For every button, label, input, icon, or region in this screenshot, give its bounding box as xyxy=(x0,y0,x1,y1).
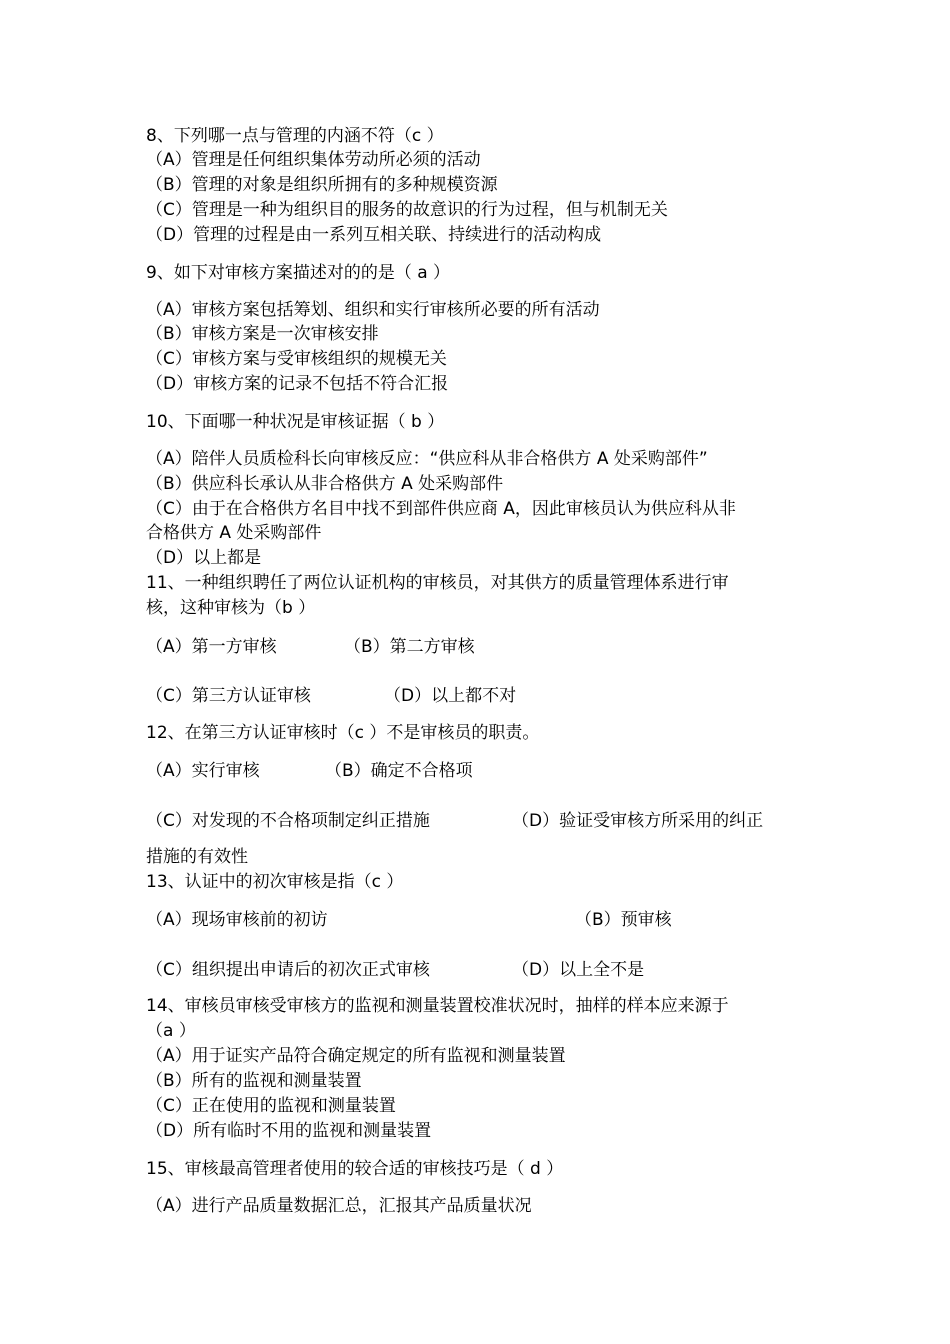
question-13-option-d: （D）以上全不是 xyxy=(512,960,645,980)
question-9-option-a: （A）审核方案包括筹划、组织和实行审核所必要的所有活动 xyxy=(146,300,600,320)
question-8-option-c: （C）管理是一种为组织目的服务的故意识的行为过程，但与机制无关 xyxy=(146,200,668,220)
question-10-stem: 10、下面哪一种状况是审核证据（ b ） xyxy=(146,412,445,432)
question-10-option-d: （D）以上都是 xyxy=(146,548,262,568)
question-8-stem: 8、下列哪一点与管理的内涵不符（c ） xyxy=(146,126,444,146)
question-9-option-d: （D）审核方案的记录不包括不符合汇报 xyxy=(146,374,449,394)
question-10-option-a: （A）陪伴人员质检科长向审核反应：“供应科从非合格供方 A 处采购部件” xyxy=(146,449,708,469)
question-12-option-d-cont: 措施的有效性 xyxy=(146,847,248,867)
question-15-option-a: （A）进行产品质量数据汇总，汇报其产品质量状况 xyxy=(146,1196,532,1216)
question-11-option-a: （A）第一方审核 xyxy=(146,637,277,657)
question-11-option-b: （B）第二方审核 xyxy=(344,637,475,657)
question-8-option-a: （A）管理是任何组织集体劳动所必须的活动 xyxy=(146,150,481,170)
question-13-stem: 13、认证中的初次审核是指（c ） xyxy=(146,872,404,892)
question-14-option-c: （C）正在使用的监视和测量装置 xyxy=(146,1096,396,1116)
question-9-option-c: （C）审核方案与受审核组织的规模无关 xyxy=(146,349,447,369)
question-15-stem: 15、审核最高管理者使用的较合适的审核技巧是（ d ） xyxy=(146,1159,564,1179)
question-11-stem-cont: 核，这种审核为（b ） xyxy=(146,598,316,618)
question-12-option-d: （D）验证受审核方所采用的纠正 xyxy=(512,811,764,831)
question-11-option-d: （D）以上都不对 xyxy=(384,686,517,706)
question-13-option-a: （A）现场审核前的初访 xyxy=(146,910,328,930)
question-10-option-b: （B）供应科长承认从非合格供方 A 处采购部件 xyxy=(146,474,504,494)
question-9-option-b: （B）审核方案是一次审核安排 xyxy=(146,324,379,344)
question-11-stem: 11、一种组织聘任了两位认证机构的审核员，对其供方的质量管理体系进行审 xyxy=(146,573,729,593)
question-8-option-b: （B）管理的对象是组织所拥有的多种规模资源 xyxy=(146,175,498,195)
question-10-option-c-cont: 合格供方 A 处采购部件 xyxy=(146,523,322,543)
question-8-option-d: （D）管理的过程是由一系列互相关联、持续进行的活动构成 xyxy=(146,225,602,245)
question-14-option-a: （A）用于证实产品符合确定规定的所有监视和测量装置 xyxy=(146,1046,566,1066)
question-12-option-c: （C）对发现的不合格项制定纠正措施 xyxy=(146,811,430,831)
question-14-stem-cont: （a ） xyxy=(146,1021,196,1041)
question-13-option-c: （C）组织提出申请后的初次正式审核 xyxy=(146,960,430,980)
question-14-stem: 14、审核员审核受审核方的监视和测量装置校准状况时，抽样的样本应来源于 xyxy=(146,996,729,1016)
question-12-stem: 12、在第三方认证审核时（c ）不是审核员的职责。 xyxy=(146,723,540,743)
question-10-option-c: （C）由于在合格供方名目中找不到部件供应商 A，因此审核员认为供应科从非 xyxy=(146,499,736,519)
question-9-stem: 9、如下对审核方案描述对的的是（ a ） xyxy=(146,263,451,283)
question-12-option-a: （A）实行审核 xyxy=(146,761,260,781)
question-13-option-b: （B）预审核 xyxy=(575,910,672,930)
question-14-option-d: （D）所有临时不用的监视和测量装置 xyxy=(146,1121,432,1141)
question-11-option-c: （C）第三方认证审核 xyxy=(146,686,311,706)
question-12-option-b: （B）确定不合格项 xyxy=(325,761,473,781)
question-14-option-b: （B）所有的监视和测量装置 xyxy=(146,1071,362,1091)
